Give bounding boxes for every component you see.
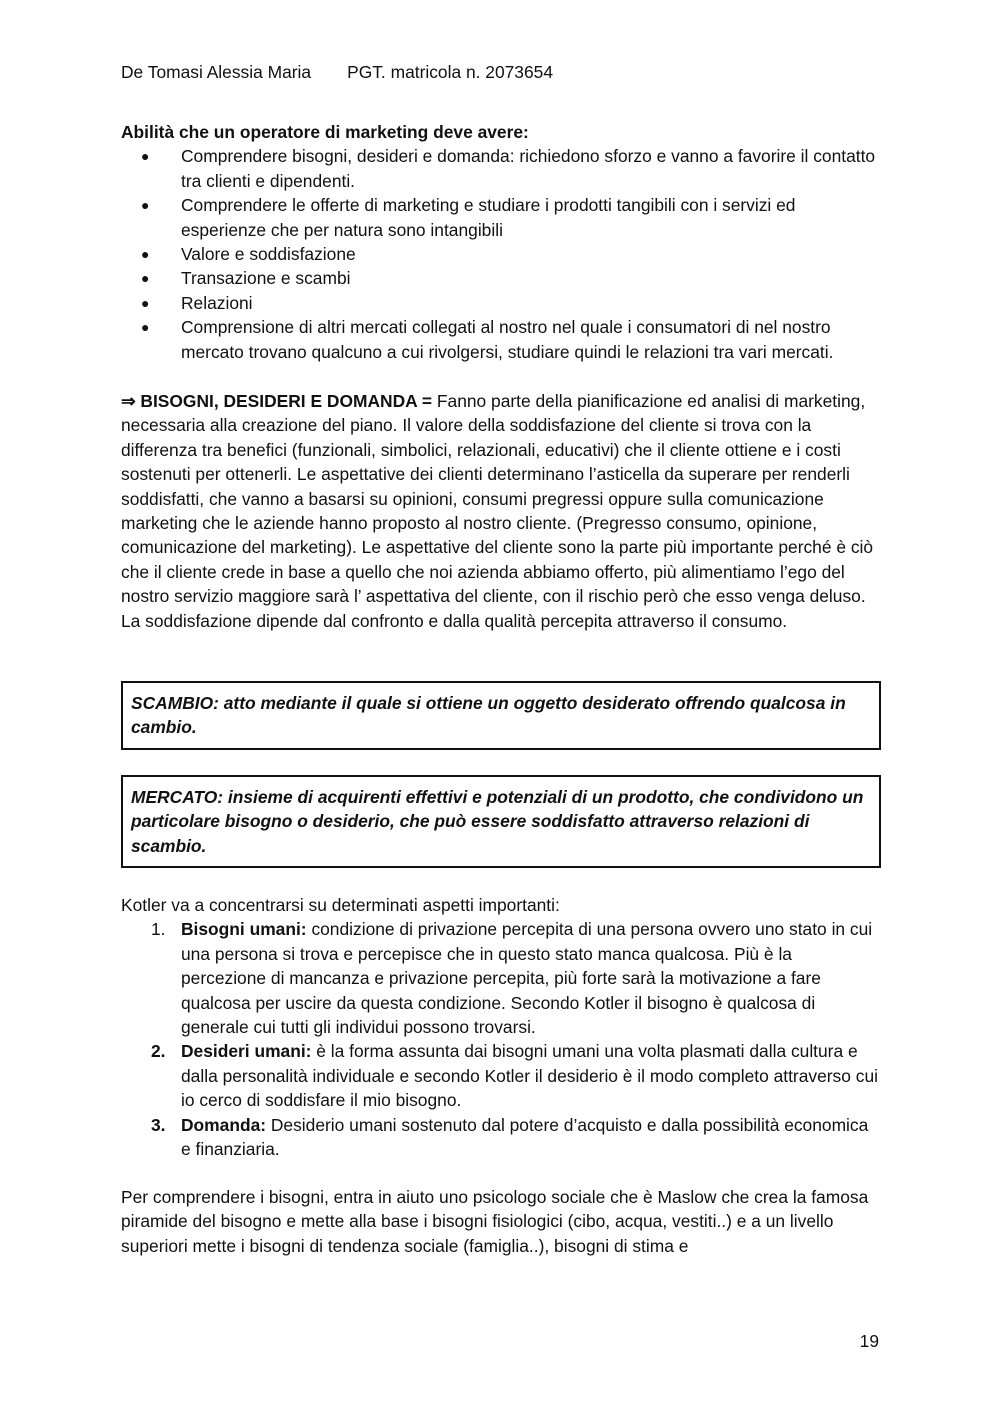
bisogni-paragraph xyxy=(121,389,879,633)
list-item: ● Valore e soddisfazione xyxy=(121,242,879,266)
abilita-list xyxy=(121,144,879,364)
bullet-icon: ● xyxy=(141,319,150,336)
list-item: 2. Desideri umani: è la forma assunta dai bisogni umani una volta plasmati dalla cultura e dalla personalità individuale e secondo Kotler il desiderio è il modo completo attraverso cui io cerco di soddisfare il mio bisogno. xyxy=(151,1041,878,1111)
bullet-icon: ● xyxy=(141,148,150,165)
kotler-list xyxy=(121,917,879,1161)
abilita-title: Abilità che un operatore di marketing deve avere: xyxy=(121,122,529,142)
list-item: 3. Domanda: Desiderio umani sostenuto dal potere d’acquisto e dalla possibilità economica e finanziaria. xyxy=(151,1114,869,1160)
kotler-section xyxy=(121,893,879,1161)
abilita-section xyxy=(121,120,879,364)
bullet-icon: ● xyxy=(141,270,150,287)
mercato-definition-box: MERCATO: insieme di acquirenti effettivi e potenziali di un prodotto, che condividono un particolare bisogno o desiderio, che può essere soddisfatto attraverso relazioni di scambio. xyxy=(121,775,881,868)
scambio-definition-box: SCAMBIO: atto mediante il quale si ottiene un oggetto desiderato offrendo qualcosa in cambio. xyxy=(121,681,881,750)
list-item: 1. Bisogni umani: condizione di privazione percepita di una persona ovvero uno stato in cui una persona si trova e percepisce che in questo stato manca qualcosa. Più è la percezione di mancanza e privazione percepita, più forte sarà la motivazione a fare qualcosa per uscire da questa condizione. Secondo Kotler il bisogno è qualcosa di generale cui tutti gli individui possono trovarsi. xyxy=(151,919,873,1038)
bullet-icon: ● xyxy=(141,197,150,214)
list-item: ● Transazione e scambi xyxy=(121,266,879,290)
bisogni-heading: ⇒ BISOGNI, DESIDERI E DOMANDA = xyxy=(121,391,433,411)
kotler-intro: Kotler va a concentrarsi su determinati aspetti importanti: xyxy=(121,895,560,915)
maslow-paragraph: Per comprendere i bisogni, entra in aiuto uno psicologo sociale che è Maslow che crea la famosa piramide del bisogno e mette alla base i bisogni fisiologici (cibo, acqua, vestiti..) e a un livello superiori mette i bisogni di tendenza sociale (famiglia..), bisogni di stima e xyxy=(121,1187,869,1256)
list-item: ● Comprendere bisogni, desideri e domanda: richiedono sforzo e vanno a favorire il contatto tra clienti e dipendenti. xyxy=(141,146,876,191)
list-item: ● Comprensione di altri mercati collegati al nostro nel quale i consumatori di nel nostro mercato trovano qualcuno a cui rivolgersi, studiare quindi le relazioni tra vari mercati. xyxy=(141,317,834,362)
list-item: ● Relazioni xyxy=(121,291,879,315)
bullet-icon: ● xyxy=(141,246,150,263)
list-item: ● Comprendere le offerte di marketing e studiare i prodotti tangibili con i servizi ed esperienze che per natura sono intangibili xyxy=(141,195,796,240)
bullet-icon: ● xyxy=(141,294,150,311)
page-number: 19 xyxy=(859,1331,879,1351)
header-author: De Tomasi Alessia Maria xyxy=(121,62,312,82)
bisogni-text: Fanno parte della pianificazione ed analisi di marketing, necessaria alla creazione del piano. Il valore della soddisfazione del cliente si trova con la differenza tra benefici (funzionali, simbolici, relazionali, educativi) che il cliente ottiene e i costi sostenuti per ottenerli. Le aspettative dei clienti determinano l’asticella da superare per renderli soddisfatti, che vanno a basarsi su opinioni, consumi pregressi oppure sulla comunicazione marketing che le aziende hanno proposto al nostro cliente. (Pregresso consumo, opinione, comunicazione del marketing). Le aspettative del cliente sono la parte più importante perché è ciò che il cliente crede in base a quello che noi azienda abbiamo offerto, più alimentiamo l’ego del nostro servizio maggiore sarà l’ aspettativa del cliente, con il rischio però che esso venga deluso. La soddisfazione dipende dal confronto e dalla qualità percepita attraverso il consumo. xyxy=(121,391,874,631)
page-header xyxy=(121,60,553,84)
header-matricola: PGT. matricola n. 2073654 xyxy=(347,62,553,82)
